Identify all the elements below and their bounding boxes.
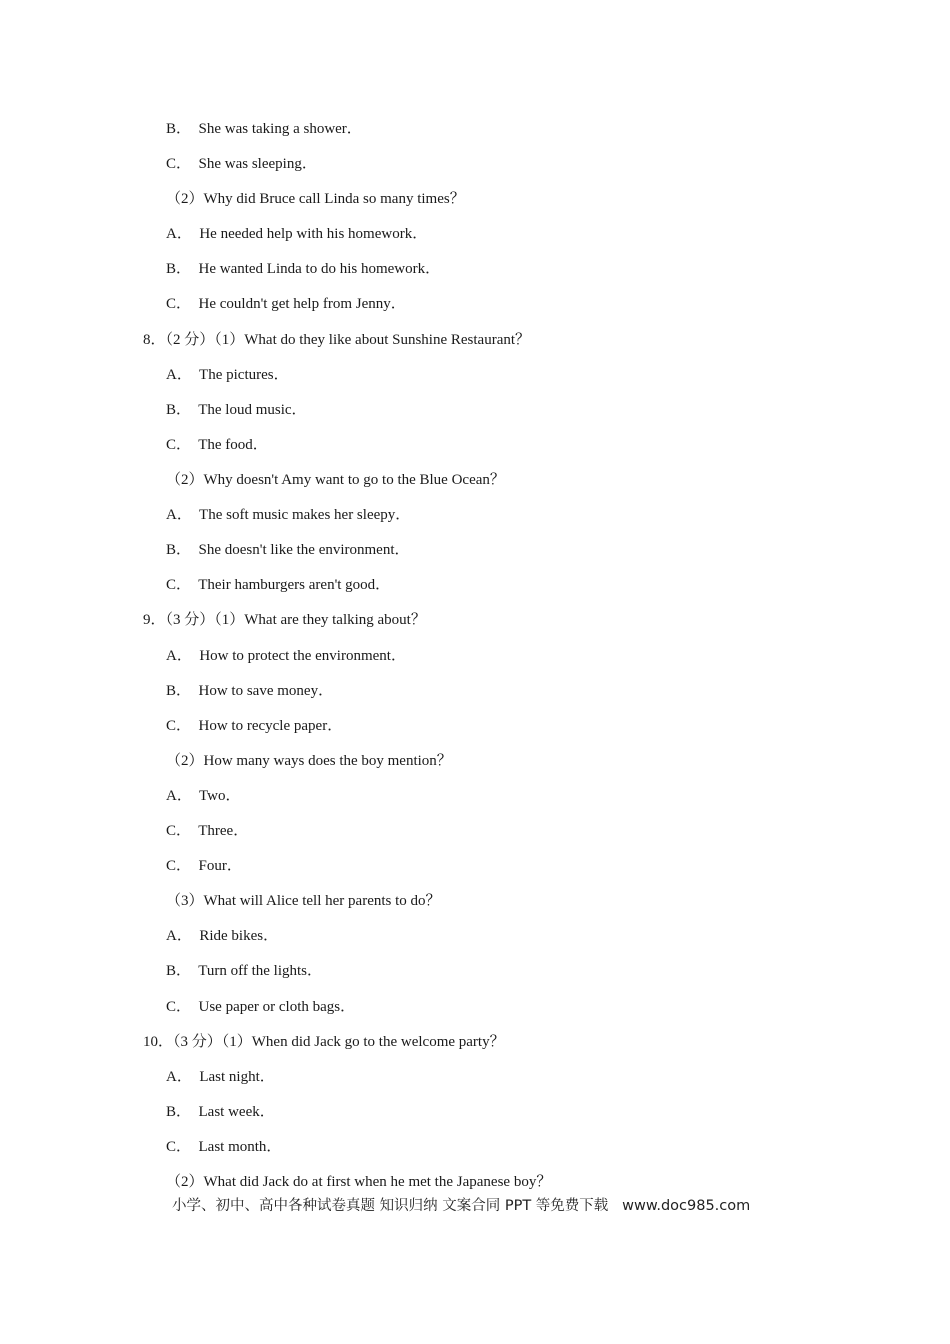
option-c: C． The food．	[166, 437, 268, 453]
option-b: B． She doesn't like the environment．	[166, 542, 410, 558]
option-c: C． Last month．	[166, 1139, 282, 1155]
option-c: C． Their hamburgers aren't good．	[166, 577, 391, 593]
option-a: A． Two．	[166, 788, 241, 804]
option-b: B． He wanted Linda to do his homework．	[166, 261, 441, 277]
option-b: B． She was taking a shower．	[166, 121, 362, 137]
sub-question: （2）Why did Bruce call Linda so many times？	[166, 191, 465, 207]
sub-question: （3）What will Alice tell her parents to do？	[166, 893, 441, 909]
option-c: C． How to recycle paper．	[166, 718, 343, 734]
option-a: A． He needed help with his homework．	[166, 226, 428, 242]
option-c: C． He couldn't get help from Jenny．	[166, 296, 406, 312]
option-b: B． Turn off the lights．	[166, 963, 322, 979]
option-b: B． The loud music．	[166, 402, 307, 418]
option-a: A． How to protect the environment．	[166, 648, 406, 664]
question-8: 8．（2 分）（1）What do they like about Sunshine Restaurant？	[143, 332, 531, 348]
sub-question: （2）What did Jack do at first when he met the Japanese boy？	[166, 1174, 552, 1190]
option-b: B． How to save money．	[166, 683, 334, 699]
option-c: C． Four．	[166, 858, 242, 874]
sub-question: （2）Why doesn't Amy want to go to the Blue Ocean？	[166, 472, 505, 488]
question-9: 9．（3 分）（1）What are they talking about？	[143, 612, 426, 628]
option-c: C． She was sleeping．	[166, 156, 317, 172]
option-c: C． Three．	[166, 823, 249, 839]
sub-question: （2）How many ways does the boy mention？	[166, 753, 452, 769]
option-a: A． The pictures．	[166, 367, 289, 383]
option-b: B． Last week．	[166, 1104, 275, 1120]
option-c: C． Use paper or cloth bags．	[166, 999, 356, 1015]
option-a: A． Last night．	[166, 1069, 275, 1085]
option-a: A． Ride bikes．	[166, 928, 279, 944]
footer-banner: 小学、初中、高中各种试卷真题 知识归纳 文案合同 PPT 等免费下载 www.doc985.com	[172, 1198, 751, 1214]
option-a: A． The soft music makes her sleepy．	[166, 507, 411, 523]
question-10: 10．（3 分）（1）When did Jack go to the welcome party？	[143, 1034, 505, 1050]
